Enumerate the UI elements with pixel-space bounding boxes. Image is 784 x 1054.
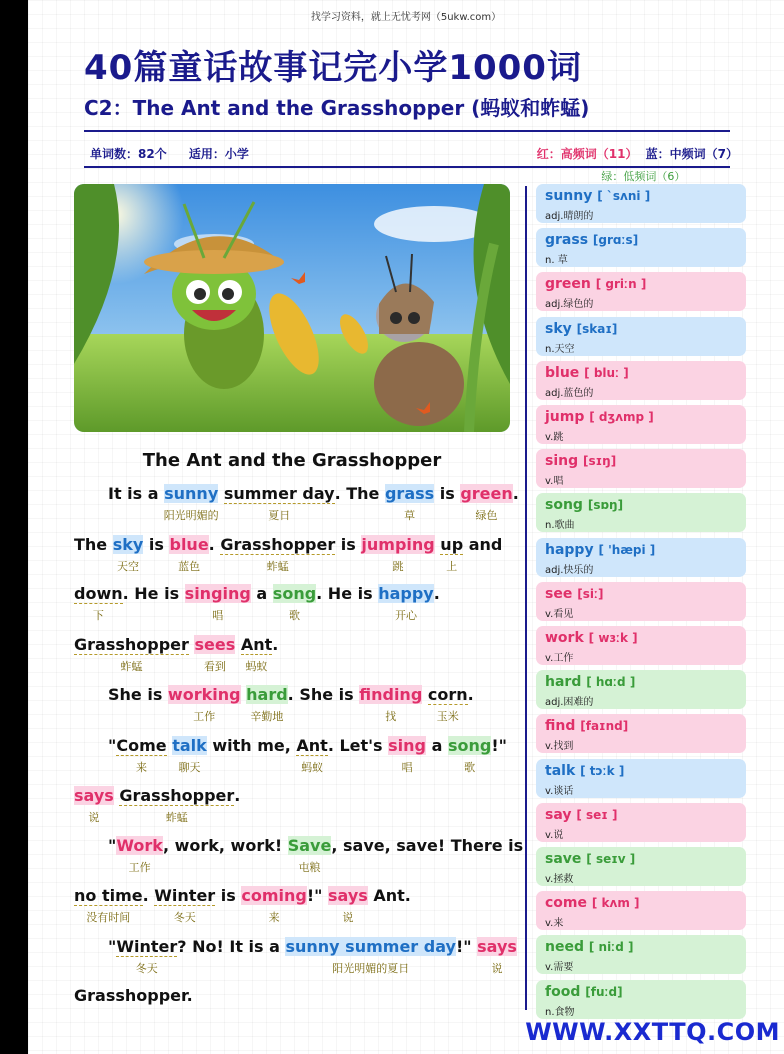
story-word-text: hard (246, 685, 288, 704)
story-word (287, 836, 332, 874)
vocab-phonetic: [siː] (577, 586, 604, 601)
vocab-phonetic: [ griːn ] (595, 277, 647, 292)
word-gloss: 蚱蜢 (165, 811, 188, 824)
vocab-card (536, 361, 746, 400)
grasshopper-and-ant-picture (74, 184, 510, 432)
vocab-card (536, 670, 746, 709)
story-line (74, 986, 193, 1005)
vocab-word-line (545, 453, 616, 469)
vocab-card (536, 803, 746, 842)
story-word-text: says (74, 786, 114, 805)
story-word-text: sky (112, 535, 144, 554)
vocab-word-line (545, 276, 646, 292)
story-word (384, 484, 435, 522)
word-gloss: 草 (404, 509, 416, 522)
vocab-phonetic: [ wɜːk ] (588, 631, 638, 645)
vocab-meaning: n.天空 (545, 343, 575, 355)
vocab-word: grass (545, 232, 589, 249)
story-text-segment: . (234, 786, 241, 805)
story-word (220, 535, 336, 573)
vocab-word: see (545, 585, 573, 602)
story-text-segment: . Let's (327, 736, 389, 755)
vocab-phonetic: [ dʒʌmp ] (589, 410, 654, 424)
vocab-word: sunny (545, 188, 593, 204)
story-word (241, 886, 307, 924)
vocab-card (536, 538, 746, 577)
story-word (116, 836, 163, 874)
vocab-phonetic: [ tɔːk ] (580, 763, 625, 778)
story-word-text: sees (194, 635, 236, 654)
story-text-segment: " (108, 736, 117, 755)
vocab-card (536, 714, 746, 753)
story-line (74, 535, 503, 573)
word-gloss: 工作 (128, 861, 151, 874)
vocab-meaning: adj.快乐的 (545, 564, 594, 576)
vocab-phonetic: [ seɪ ] (576, 807, 618, 822)
story-word-text: sing (388, 736, 427, 755)
story-text-segment: . He is (316, 584, 379, 603)
word-gloss: 找 (385, 710, 397, 723)
level-label: 适用：小学 (188, 147, 249, 161)
vocab-card (536, 759, 746, 798)
word-gloss: 来 (268, 911, 280, 924)
story-text-segment: !" (306, 886, 329, 905)
vocab-word-line (545, 807, 618, 823)
vocab-word-line (545, 188, 650, 204)
story-text-segment: . (512, 484, 519, 503)
word-gloss: 绿色 (475, 509, 498, 522)
word-gloss: 工作 (193, 710, 216, 723)
story-word-text: Grasshopper (74, 635, 189, 654)
story-word (154, 886, 216, 924)
story-text-segment: is (215, 886, 242, 905)
story-word (223, 484, 335, 522)
story-text-segment: . She is (287, 685, 360, 704)
column-divider (525, 186, 527, 1010)
word-gloss: 歌 (288, 609, 300, 622)
vocab-card (536, 272, 746, 311)
vocab-meaning: adj.晴朗的 (545, 211, 594, 222)
word-gloss: 阳光明媚的 (163, 509, 219, 522)
vocab-phonetic: [ kʌm ] (591, 896, 640, 911)
story-text-segment: is (434, 484, 461, 503)
vocab-word: green (545, 276, 591, 293)
vocab-meaning: v.工作 (545, 653, 574, 664)
story-word-text: sunny (164, 484, 219, 503)
story-word (116, 736, 167, 774)
story-word (460, 484, 513, 522)
vocab-meaning: v.谈话 (545, 785, 574, 797)
vocab-card (536, 184, 746, 223)
story-word (440, 535, 464, 573)
story-word (74, 786, 114, 824)
story-word-text: says (328, 886, 368, 905)
story-word-text: up (440, 535, 464, 554)
vocab-card (536, 891, 746, 930)
story-text-segment: She is (108, 685, 168, 704)
story-line (74, 886, 411, 924)
vocab-meaning: v.找到 (545, 741, 574, 753)
story-word-text: Grasshopper (220, 535, 336, 554)
story-word-text: singing (184, 584, 251, 603)
story-word (74, 886, 143, 924)
word-gloss: 没有时间 (86, 911, 131, 924)
vocab-phonetic: [ bluː ] (584, 365, 629, 380)
word-gloss: 说 (88, 811, 100, 824)
word-gloss: 蓝色 (178, 560, 201, 573)
story-text-segment: , save, save! There is (331, 836, 524, 855)
word-gloss: 蚂蚁 (245, 660, 268, 673)
story-word (172, 736, 207, 774)
story-word (328, 886, 368, 924)
story-text-segment: " (108, 836, 117, 855)
story-word-text: Ant (296, 736, 328, 755)
vocab-card (536, 493, 746, 532)
vocab-word: blue (545, 364, 580, 381)
story-word-text: finding (359, 685, 423, 704)
word-gloss: 唱 (212, 609, 224, 622)
legend-red: 红：高频词（11） (536, 147, 638, 161)
word-gloss: 聊天 (178, 761, 201, 774)
story-word-text: working (167, 685, 241, 704)
top-note: 找学习资料，就上无忧考网（5ukw.com） (310, 12, 502, 23)
story-text-segment: ? No! It is a (177, 937, 286, 956)
story-word (116, 937, 178, 975)
vocab-phonetic: [sɒŋ] (587, 498, 624, 513)
story-word (477, 937, 517, 975)
vocab-word: sing (545, 453, 579, 470)
story-text-segment: Ant. (367, 886, 411, 905)
story-line (108, 937, 517, 975)
vocab-word-line (545, 321, 617, 337)
legend-green: 绿：低频词（6） (601, 170, 686, 183)
vocab-word-line (545, 763, 624, 779)
story-word (359, 685, 423, 723)
story-word-text: down (74, 584, 123, 603)
story-text-segment: . (142, 886, 155, 905)
word-gloss: 夏日 (268, 509, 291, 522)
story-text-segment: !" (455, 937, 478, 956)
story-text-segment: . (433, 584, 440, 603)
story-word (167, 685, 241, 723)
vocab-card (536, 449, 746, 488)
story-text-segment: a (250, 584, 273, 603)
story-text-segment: is (143, 535, 170, 554)
story-word-text: Winter (154, 886, 216, 905)
vocab-meaning: adj.绿色的 (545, 299, 594, 311)
story-word (184, 584, 251, 622)
story-text-segment: " (108, 937, 117, 956)
vocab-word-line (545, 497, 623, 513)
word-gloss: 屯粮 (298, 861, 321, 874)
story-word-text: blue (169, 535, 209, 554)
story-word-text: green (460, 484, 513, 503)
vocab-card (536, 980, 746, 1019)
story-line (74, 584, 440, 622)
vocab-word: sky (545, 320, 572, 337)
story-word (246, 685, 288, 723)
story-word-text: says (477, 937, 517, 956)
word-gloss: 蚂蚁 (301, 761, 324, 774)
vocab-word-line (545, 984, 623, 1000)
vocab-phonetic: [ ˋsʌni ] (597, 189, 651, 203)
watermark: WWW.XXTTQ.COM (525, 1018, 780, 1046)
story-line (108, 484, 519, 522)
vocab-word-line (545, 365, 629, 381)
vocab-word-line (545, 542, 655, 558)
word-gloss: 唱 (401, 761, 413, 774)
vocab-word: food (545, 983, 581, 1000)
story-word-text: happy (378, 584, 434, 603)
story-word (163, 484, 219, 522)
story-word (296, 736, 328, 774)
story-word-text: Save (287, 836, 332, 855)
word-gloss: 看到 (203, 660, 226, 673)
word-count: 单词数：82个 (90, 147, 167, 161)
story-text-segment: . (208, 535, 221, 554)
vocab-word-line (545, 895, 640, 911)
vocab-word-line (545, 939, 633, 955)
word-gloss: 歌 (464, 761, 476, 774)
story-word (169, 535, 209, 573)
vocab-phonetic: [fuːd] (585, 984, 623, 999)
vocab-word: save (545, 851, 582, 867)
vocab-meaning: n. 草 (545, 255, 568, 267)
vocab-word: happy (545, 541, 594, 558)
word-gloss: 来 (135, 761, 147, 774)
story-text-segment: and (463, 535, 503, 554)
story-title: The Ant and the Grasshopper (142, 450, 442, 471)
vocab-card (536, 405, 746, 444)
story-word-text: Come (116, 736, 167, 755)
word-gloss: 跳 (392, 560, 404, 573)
vocab-word-line (545, 409, 654, 425)
page-subtitle: C2：The Ant and the Grasshopper (蚂蚁和蚱蜢) (84, 96, 590, 120)
vocab-word: song (545, 497, 583, 514)
vocab-card (536, 935, 746, 974)
story-word-text: Ant (240, 635, 273, 654)
story-word (74, 584, 123, 622)
word-gloss: 蚱蜢 (120, 660, 143, 673)
story-line (74, 786, 241, 824)
story-text-segment: Grasshopper. (74, 986, 193, 1005)
vocab-word-line (545, 718, 628, 734)
vocab-word-line (545, 630, 638, 646)
vocab-meaning: v.需要 (545, 962, 574, 974)
vocab-card (536, 582, 746, 621)
word-gloss: 辛勤地 (250, 710, 284, 723)
story-word-text: summer day (223, 484, 335, 503)
story-text-segment: . He is (122, 584, 185, 603)
vocab-meaning: v.说 (545, 829, 564, 841)
word-gloss: 上 (446, 560, 458, 573)
story-text-segment: The (74, 535, 113, 554)
legend-blue: 蓝：中频词（7） (645, 147, 738, 161)
vocab-phonetic: [faɪnd] (580, 719, 629, 734)
vocab-word: say (545, 806, 572, 823)
word-gloss: 说 (342, 911, 354, 924)
vocab-card (536, 317, 746, 356)
story-text-segment: a (426, 736, 448, 755)
story-word (119, 786, 235, 824)
word-gloss: 阳光明媚的夏日 (332, 962, 410, 975)
vocab-meaning: n.歌曲 (545, 520, 575, 532)
story-word (361, 535, 435, 573)
vocab-meaning: v.拯救 (545, 874, 574, 885)
vocab-meaning: v.跳 (545, 432, 564, 443)
story-word (378, 584, 434, 622)
story-text-segment: is (335, 535, 362, 554)
story-word-text: song (272, 584, 317, 603)
story-text-segment: . (467, 685, 474, 704)
story-word-text: sunny summer day (285, 937, 456, 956)
story-text-segment: . The (334, 484, 385, 503)
frequency-legend (536, 145, 750, 183)
story-illustration (74, 184, 510, 432)
vocab-word: jump (545, 409, 585, 425)
story-word-text: grass (384, 484, 435, 503)
vocab-card (536, 626, 746, 665)
vocab-meaning: v.来 (545, 918, 564, 930)
vocab-word: work (545, 630, 584, 646)
vocab-word-line (545, 586, 603, 602)
story-word (240, 635, 273, 673)
word-gloss: 冬天 (135, 962, 158, 975)
story-word-text: Winter (116, 937, 178, 956)
story-word (285, 937, 456, 975)
vocab-word: hard (545, 674, 582, 691)
header-rule-bottom (84, 166, 730, 168)
story-text-segment: . (272, 635, 279, 654)
word-gloss: 玉米 (436, 710, 459, 723)
vocab-meaning: v.唱 (545, 476, 564, 488)
story-line (108, 836, 524, 874)
story-text-segment: It is a (108, 484, 165, 503)
vocab-word: come (545, 895, 587, 912)
story-word-text: song (447, 736, 492, 755)
story-word-text: corn (427, 685, 468, 704)
vocab-phonetic: [ hɑːd ] (586, 675, 636, 690)
story-line (74, 635, 279, 673)
story-word (427, 685, 468, 723)
story-text-segment: with me, (206, 736, 297, 755)
word-gloss: 说 (491, 962, 503, 975)
vocab-word-line (545, 851, 635, 867)
vocab-meaning: v.看见 (545, 608, 574, 620)
word-gloss: 下 (92, 609, 104, 622)
story-word-text: no time (74, 886, 143, 905)
header-rule-top (84, 130, 730, 132)
page-title: 40篇童话故事记完小学1000词 (84, 48, 582, 88)
vocab-phonetic: [skaɪ] (576, 321, 618, 336)
vocab-card (536, 228, 746, 267)
story-word-text: coming (241, 886, 307, 905)
story-text-segment: , work, work! (162, 836, 288, 855)
meta-info (90, 145, 267, 162)
story-line (108, 685, 474, 723)
word-gloss: 蚱蜢 (266, 560, 289, 573)
story-word (447, 736, 492, 774)
story-word (74, 635, 189, 673)
vocab-word: need (545, 939, 584, 956)
vocab-phonetic: [grɑːs] (592, 233, 639, 248)
vocab-word: find (545, 718, 576, 735)
story-word (388, 736, 427, 774)
story-text-segment: !" (491, 736, 507, 755)
vocab-card (536, 847, 746, 886)
story-word-text: Grasshopper (119, 786, 235, 805)
story-word (112, 535, 144, 573)
vocab-meaning: n.食物 (545, 1006, 575, 1018)
story-word (194, 635, 236, 673)
vocab-word: talk (545, 762, 576, 779)
word-gloss: 冬天 (173, 911, 196, 924)
worksheet-page (28, 0, 784, 1054)
vocab-phonetic: [ seɪv ] (586, 852, 636, 866)
story-word-text: jumping (361, 535, 435, 554)
story-line (108, 736, 507, 774)
vocab-phonetic: [ niːd ] (588, 940, 634, 955)
story-word-text: talk (172, 736, 207, 755)
story-word (272, 584, 317, 622)
vocab-phonetic: [sɪŋ] (583, 454, 617, 469)
vocab-meaning: adj.困难的 (545, 697, 594, 709)
vocab-word-line (545, 232, 638, 248)
word-gloss: 开心 (394, 609, 417, 622)
vocab-meaning: adj.蓝色的 (545, 387, 594, 399)
vocab-word-line (545, 674, 635, 690)
word-gloss: 天空 (117, 560, 140, 573)
vocab-phonetic: [ 'hæpi ] (598, 542, 656, 557)
story-word-text: Work (116, 836, 163, 855)
